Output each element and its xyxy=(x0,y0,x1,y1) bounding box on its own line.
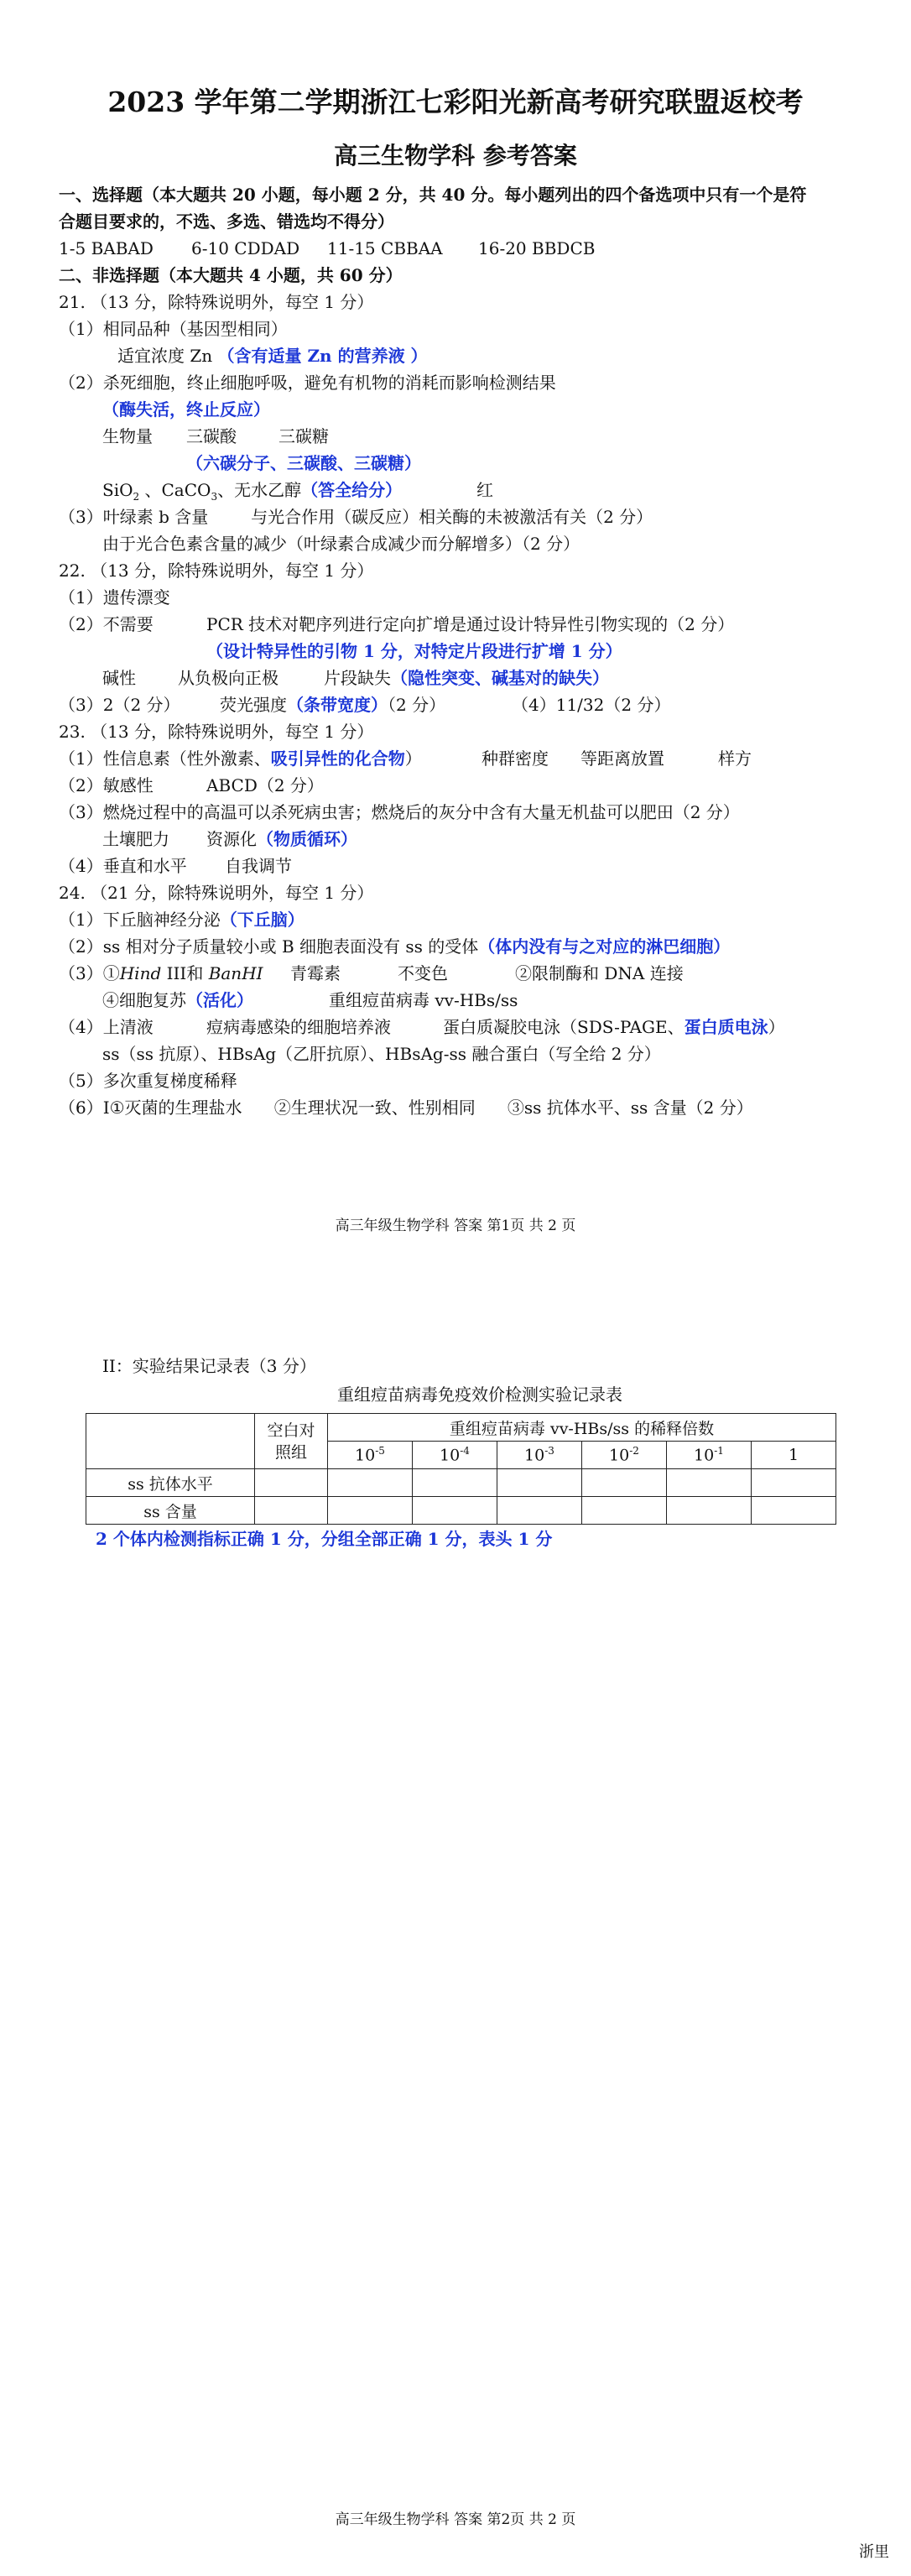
blank-control-header: 空白对 照组 xyxy=(255,1414,328,1469)
q24-p3b: 青霉素 xyxy=(290,963,341,983)
corner-mark: 浙里 xyxy=(859,2543,889,2561)
q22-p3: （3）2（2 分） xyxy=(59,695,180,715)
record-table-title: 重组痘苗病毒免疫效价检测实验记录表 xyxy=(337,1384,622,1405)
q24-p5: （5）多次重复梯度稀释 xyxy=(59,1071,237,1091)
q22-p2c-3: 片段缺失（隐性突变、碱基对的缺失） xyxy=(324,668,609,688)
q21-p1b: 适宜浓度 Zn （含有适量 Zn 的营养液 ） xyxy=(117,346,428,366)
dilution-col-5: $10^{-1}$ xyxy=(667,1442,752,1469)
q21-p2c-1: 生物量 xyxy=(102,426,153,446)
q21-p3: （3）叶绿素 b 含量 与光合作用（碳反应）相关酶的未被激活有关（2 分） xyxy=(59,507,653,527)
q23-p1c-3: 样方 xyxy=(718,748,752,769)
q23-p1: （1）性信息素（性外激素、吸引异性的化合物） xyxy=(59,748,422,769)
q21-p2c-2: 三碳酸 xyxy=(186,426,237,446)
q22-p1: （1）遗传漂变 xyxy=(59,587,170,607)
q24-p3f: 重组痘苗病毒 vv-HBs/ss xyxy=(329,990,518,1010)
q22-p2c-1: 碱性 xyxy=(102,668,136,688)
q24-p2: （2）ss 相对分子质量较小或 B 细胞表面没有 ss 的受体（体内没有与之对应的淋巴细胞） xyxy=(59,936,731,957)
table-corner-cell xyxy=(86,1414,255,1469)
q24-p3c: 不变色 xyxy=(398,963,448,983)
q23-p3c: 资源化（物质循环） xyxy=(206,829,357,849)
answer-11-15: 11-15 CBBAA xyxy=(327,238,443,258)
q23-head: 23. （13 分，除特殊说明外，每空 1 分） xyxy=(59,722,374,742)
q22-p3b: 荧光强度（条带宽度）（2 分） xyxy=(220,695,446,715)
q21-p2c-note: （六碳分子、三碳酸、三碳糖） xyxy=(186,453,421,473)
q21-p2d-color: 红 xyxy=(476,480,493,500)
q23-p4: （4）垂直和水平 xyxy=(59,856,187,876)
q24-p4c: 蛋白质凝胶电泳（SDS-PAGE、蛋白质电泳） xyxy=(443,1017,785,1037)
page-subtitle: 高三生物学科 参考答案 xyxy=(334,142,577,169)
q22-p2-note: （设计特异性的引物 1 分，对特定片段进行扩增 1 分） xyxy=(206,641,622,661)
q22-p2c-2: 从负极向正极 xyxy=(178,668,279,688)
q22-p2: （2）不需要 xyxy=(59,614,154,634)
q23-p2b: ABCD（2 分） xyxy=(206,775,324,795)
page-footer-1: 高三年级生物学科 答案 第1页 共 2 页 xyxy=(335,1218,576,1234)
q24-p6: （6）I①灭菌的生理盐水 ②生理状况一致、性别相同 ③ss 抗体水平、ss 含量（2 分） xyxy=(59,1098,753,1118)
row-label-content: ss 含量 xyxy=(86,1497,255,1525)
q23-p3b: 土壤肥力 xyxy=(102,829,169,849)
dilution-col-6: 1 xyxy=(752,1442,836,1469)
q22-p2-text: PCR 技术对靶序列进行定向扩增是通过设计特异性引物实现的（2 分） xyxy=(206,614,735,634)
answer-1-5: 1-5 BABAD xyxy=(59,238,154,258)
record-table xyxy=(86,1413,836,1525)
section1-heading-a: 一、选择题（本大题共 20 小题，每小题 2 分，共 40 分。每小题列出的四个备选项中只有一个是符 xyxy=(59,185,807,205)
q24-p4: （4）上清液 xyxy=(59,1017,154,1037)
q24-head: 24. （21 分，除特殊说明外，每空 1 分） xyxy=(59,883,374,903)
q22-p3d: （4）11/32（2 分） xyxy=(512,695,671,715)
dilution-col-3: $10^{-3}$ xyxy=(497,1442,582,1469)
q21-p2d: SiO$_2$ 、CaCO$_3$、无水乙醇（答全给分） xyxy=(102,480,403,503)
q24-p3: （3）①Hind III和 BanHI xyxy=(59,963,263,983)
q21-p2-note: （酶失活，终止反应） xyxy=(102,399,270,420)
part2-heading: II：实验结果记录表（3 分） xyxy=(102,1356,316,1376)
answer-16-20: 16-20 BBDCB xyxy=(478,238,596,258)
q24-p3e: ④细胞复苏（活化） xyxy=(102,990,253,1010)
dilution-col-1: $10^{-5}$ xyxy=(328,1442,413,1469)
page-title: 2023 学年第二学期浙江七彩阳光新高考研究联盟返校考 xyxy=(107,86,804,118)
page-footer-2: 高三年级生物学科 答案 第2页 共 2 页 xyxy=(335,2511,576,2528)
q24-p1: （1）下丘脑神经分泌（下丘脑） xyxy=(59,910,305,930)
table-row xyxy=(86,1469,836,1497)
q24-p4b: 痘病毒感染的细胞培养液 xyxy=(206,1017,391,1037)
q21-p3b: 由于光合色素含量的减少（叶绿素合成减少而分解增多）（2 分） xyxy=(102,534,580,554)
q23-p2: （2）敏感性 xyxy=(59,775,154,795)
section1-heading-b: 合题目要求的，不选、多选、错选均不得分） xyxy=(59,211,394,232)
q23-p1c-2: 等距离放置 xyxy=(580,748,664,769)
q24-p4d: ss（ss 抗原）、HBsAg（乙肝抗原）、HBsAg-ss 融合蛋白（写全给 2 分） xyxy=(102,1044,661,1064)
q21-head: 21. （13 分，除特殊说明外，每空 1 分） xyxy=(59,292,374,312)
q23-p3: （3）燃烧过程中的高温可以杀死病虫害；燃烧后的灰分中含有大量无机盐可以肥田（2 分） xyxy=(59,802,740,822)
dilution-col-2: $10^{-4}$ xyxy=(413,1442,497,1469)
scoring-note: 2 个体内检测指标正确 1 分，分组全部正确 1 分，表头 1 分 xyxy=(96,1529,553,1549)
section2-heading: 二、非选择题（本大题共 4 小题，共 60 分） xyxy=(59,265,403,285)
answer-6-10: 6-10 CDDAD xyxy=(191,238,300,258)
table-row xyxy=(86,1497,836,1525)
q21-p1: （1）相同品种（基因型相同） xyxy=(59,319,288,339)
q21-p2c-3: 三碳糖 xyxy=(279,426,329,446)
q23-p1c-1: 种群密度 xyxy=(482,748,549,769)
q21-p2: （2）杀死细胞，终止细胞呼吸，避免有机物的消耗而影响检测结果 xyxy=(59,373,556,393)
dilution-header: 重组痘苗病毒 vv-HBs/ss 的稀释倍数 xyxy=(328,1414,836,1442)
q24-p3d: ②限制酶和 DNA 连接 xyxy=(515,963,684,983)
q22-head: 22. （13 分，除特殊说明外，每空 1 分） xyxy=(59,561,374,581)
dilution-col-4: $10^{-2}$ xyxy=(582,1442,667,1469)
row-label-antibody: ss 抗体水平 xyxy=(86,1469,255,1497)
q23-p4b: 自我调节 xyxy=(225,856,292,876)
